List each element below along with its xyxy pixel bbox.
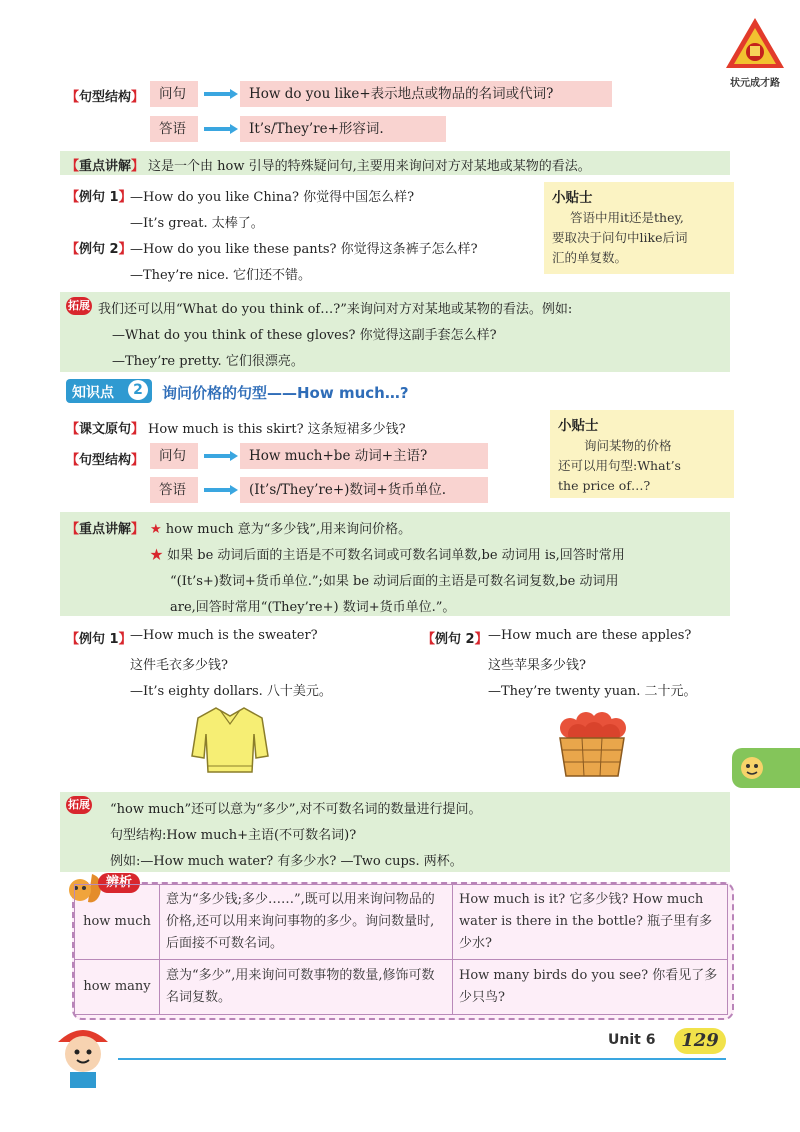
question-label: 问句 (159, 448, 186, 464)
page-number: 129 (674, 1028, 726, 1054)
example-2-line: 这些苹果多少钱? (488, 658, 586, 673)
arrow-right-icon (204, 89, 238, 99)
extension-badge: 拓展 (66, 796, 92, 814)
tip-line: 汇的单复数。 (552, 250, 628, 265)
logo-text: 状元成才路 (730, 78, 780, 89)
question-label: 问句 (159, 86, 186, 102)
tip-line: the price of…? (558, 478, 651, 493)
apple-basket-illustration (554, 706, 630, 778)
side-tab (732, 748, 800, 788)
explain-line: ★ how much 意为“多少钱”,用来询问价格。 (150, 522, 412, 537)
compare-meaning: 意为“多少钱;多少……”,既可以用来询问物品的价格,还可以用来询问事物的多少。询问数量时,后面接不可数名词。 (160, 885, 453, 960)
star-icon: ★ (150, 548, 168, 563)
sweater-illustration (190, 704, 270, 776)
example-2-question: —How do you like these pants? 你觉得这条裤子怎么样? (130, 242, 478, 257)
tip-title: 小贴士 (558, 418, 599, 434)
example-1-label: 【例句 1】 (66, 190, 132, 205)
compare-badge: 辨析 (98, 873, 140, 893)
example-1-line: 这件毛衣多少钱? (130, 658, 228, 673)
compare-meaning: 意为“多少”,用来询问可数事物的数量,修饰可数名词复数。 (160, 960, 453, 1015)
extension-line: —They’re pretty. 它们很漂亮。 (112, 354, 304, 369)
answer-label: 答语 (159, 121, 186, 137)
tip-line: 答语中用it还是they, (570, 210, 684, 225)
extension-line: 句型结构:How much+主语(不可数名词)? (110, 828, 357, 843)
knowledge-point-title: 询问价格的句型——How much…? (162, 384, 409, 402)
boy-mascot-icon (48, 1020, 118, 1090)
triangle-logo-icon (724, 16, 786, 70)
brand-logo (724, 16, 786, 89)
extension-line: 例如:—How much water? 有多少水? —Two cups. 两杯。 (110, 854, 463, 869)
example-2-line: —They’re twenty yuan. 二十元。 (488, 684, 697, 699)
compare-example: How many birds do you see? 你看见了多少只鸟? (453, 960, 728, 1015)
explain-label: 【重点讲解】 (66, 159, 145, 174)
example-1-label: 【例句 1】 (66, 632, 132, 647)
arrow-right-icon (204, 124, 238, 134)
arrow-right-icon (204, 485, 238, 495)
knowledge-point-badge: 知识点 2 (66, 379, 152, 403)
tip-title: 小贴士 (552, 190, 593, 206)
compare-term: how much (75, 885, 160, 960)
answer-structure-text: It’s/They’re+形容词. (249, 121, 384, 137)
structure-label: 【句型结构】 (66, 453, 145, 468)
tip-note (544, 182, 734, 274)
explain-line: “(It’s+)数词+货币单位.”;如果 be 动词后面的主语是可数名词复数,be 动词用 (170, 574, 619, 589)
tip-line: 还可以用句型:What’s (558, 458, 681, 473)
example-1-line: —It’s eighty dollars. 八十美元。 (130, 684, 332, 699)
star-icon: ★ (150, 522, 166, 537)
example-2-label: 【例句 2】 (422, 632, 488, 647)
question-structure-text: How much+be 动词+主语? (249, 448, 428, 464)
example-1-question: —How do you like China? 你觉得中国怎么样? (130, 190, 415, 205)
mascot-icon (738, 754, 766, 782)
knowledge-point-number: 2 (128, 380, 148, 400)
table-row (75, 885, 728, 960)
answer-structure-text: (It’s/They’re+)数词+货币单位. (249, 482, 447, 498)
explain-line: ★ 如果 be 动词后面的主语是不可数名词或可数名词单数,be 动词用 is,回答时常用 (150, 548, 625, 563)
original-sentence-label: 【课文原句】 (66, 422, 145, 437)
structure-label: 【句型结构】 (66, 90, 145, 105)
footer-unit: Unit 6 (608, 1032, 656, 1048)
original-sentence-text: How much is this skirt? 这条短裙多少钱? (148, 422, 406, 437)
answer-label: 答语 (159, 482, 186, 498)
tip-line: 要取决于问句中like后词 (552, 230, 688, 245)
extension-badge: 拓展 (66, 297, 92, 315)
compare-term: how many (75, 960, 160, 1015)
question-structure-text: How do you like+表示地点或物品的名词或代词? (249, 86, 554, 102)
compare-example: How much is it? 它多少钱? How much water is there in the bottle? 瓶子里有多少水? (453, 885, 728, 960)
table-row (75, 960, 728, 1015)
extension-line: “how much”还可以意为“多少”,对不可数名词的数量进行提问。 (110, 802, 482, 817)
example-2-answer: —They’re nice. 它们还不错。 (130, 268, 312, 283)
explain-line: are,回答时常用“(They’re+) 数词+货币单位.”。 (170, 600, 456, 615)
tip-line: 询问某物的价格 (584, 438, 672, 453)
extension-line: 我们还可以用“What do you think of…?”来询问对方对某地或某物的看法。例如: (98, 302, 573, 317)
example-2-line: —How much are these apples? (488, 628, 692, 643)
tip-note (550, 410, 734, 498)
footer-line (118, 1058, 726, 1060)
extension-line: —What do you think of these gloves? 你觉得这副手套怎么样? (112, 328, 497, 343)
example-1-line: —How much is the sweater? (130, 628, 318, 643)
compare-table (74, 884, 728, 1015)
explain-label: 【重点讲解】 (66, 522, 145, 537)
arrow-right-icon (204, 451, 238, 461)
example-2-label: 【例句 2】 (66, 242, 132, 257)
explain-text: 这是一个由 how 引导的特殊疑问句,主要用来询问对方对某地或某物的看法。 (148, 159, 591, 174)
example-1-answer: —It’s great. 太棒了。 (130, 216, 264, 231)
